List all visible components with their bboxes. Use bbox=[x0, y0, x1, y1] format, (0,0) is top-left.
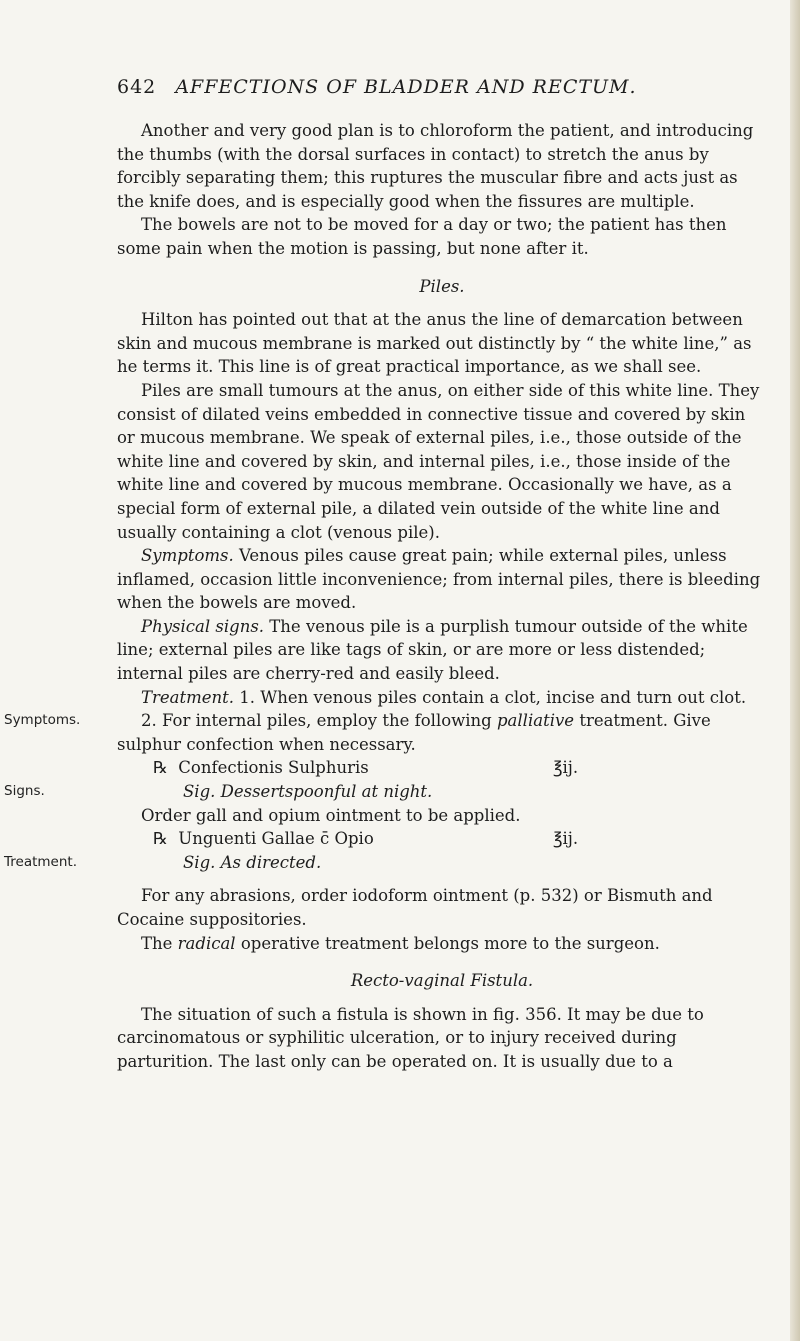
inline-heading: Treatment. bbox=[141, 687, 235, 707]
emphasis: radical bbox=[177, 933, 236, 953]
paragraph-text: 1. When venous piles contain a clot, incise and turn out clot. bbox=[239, 687, 747, 707]
margin-note-treatment: Treatment. bbox=[4, 854, 77, 870]
paragraph-text: The bbox=[141, 933, 173, 953]
paragraph: Piles are small tumours at the anus, on either side of this white line. They consist of dilated veins embedded in connective tissue and covered by skin or mucous membrane. We speak of external piles, i.e., those outside of the white line and covered by skin, and internal piles, i.e., those inside of the white line and covered by mucous membrane. Occasionally we have, as a special form of external pile, a dilated vein outside of the white line and usually containing a clot (venous pile). bbox=[117, 380, 760, 542]
running-title: AFFECTIONS OF BLADDER AND RECTUM. bbox=[175, 76, 637, 98]
section-heading-fistula: Recto-vaginal Fistula. bbox=[350, 971, 534, 991]
margin-note-symptoms: Symptoms. bbox=[4, 712, 81, 728]
paragraph: Hilton has pointed out that at the anus the line of demarcation between skin and mucous membrane is marked out distinctly by “ the white line,” as he terms it. This line is of great practical importance, as we shall see. bbox=[117, 310, 752, 377]
margin-note-signs: Signs. bbox=[4, 783, 45, 799]
paragraph: The bowels are not to be moved for a day or two; the patient has then some pain when the motion is passing, but none after it. bbox=[117, 215, 727, 258]
signa-line: Sig. Dessertspoonful at night. bbox=[183, 782, 433, 802]
paragraph: The situation of such a fistula is shown in fig. 356. It may be due to carcinomatous or syphilitic ulceration, or to injury received during parturition. The last only can be operated on. It is usually due to a bbox=[117, 1004, 704, 1071]
inline-heading: Symptoms. bbox=[141, 546, 234, 566]
signa-line: Sig. As directed. bbox=[183, 852, 322, 872]
paragraph-text: 2. For internal piles, employ the following bbox=[141, 711, 492, 731]
treatment-paragraph bbox=[117, 686, 767, 710]
inline-heading: Physical signs. bbox=[141, 616, 265, 636]
page-body bbox=[117, 119, 767, 1074]
emphasis: palliative bbox=[497, 711, 575, 731]
recipe-symbol: ℞ bbox=[153, 829, 168, 849]
drug-name: Confectionis Sulphuris bbox=[178, 758, 369, 778]
order-line: Order gall and opium ointment to be applied. bbox=[141, 805, 521, 825]
paragraph: For any abrasions, order iodoform ointment (p. 532) or Bismuth and Cocaine suppositories. bbox=[117, 886, 713, 929]
paragraph-text: The venous pile is a purplish tumour outside of the white line; external piles are like tags of skin, or are more or less distended; internal piles are cherry-red and easily bleed. bbox=[117, 616, 748, 684]
signs-paragraph bbox=[117, 615, 767, 686]
dose: ℥ij. bbox=[553, 829, 579, 849]
paragraph bbox=[117, 932, 767, 956]
prescription-2 bbox=[141, 827, 767, 874]
paragraph-text: Venous piles cause great pain; while external piles, unless inflamed, occasion little inconvenience; from internal piles, there is bleeding when the bowels are moved. bbox=[117, 546, 761, 613]
page-number: 642 bbox=[117, 76, 157, 98]
prescription-1 bbox=[141, 756, 767, 803]
drug-name: Unguenti Gallae c̄ Opio bbox=[178, 829, 374, 849]
prescription-line bbox=[141, 827, 767, 851]
paragraph-text: operative treatment belongs more to the surgeon. bbox=[240, 933, 660, 953]
running-header bbox=[117, 76, 767, 98]
paragraph-text: treatment. Give sulphur confection when necessary. bbox=[117, 711, 711, 754]
page-edge bbox=[790, 0, 800, 1341]
symptoms-paragraph bbox=[117, 544, 767, 615]
dose: ℥ij. bbox=[553, 758, 579, 778]
recipe-symbol: ℞ bbox=[153, 758, 168, 778]
treatment-paragraph-2 bbox=[117, 709, 767, 756]
section-heading-piles: Piles. bbox=[419, 276, 465, 296]
prescription-line bbox=[141, 756, 767, 780]
paragraph: Another and very good plan is to chloroform the patient, and introducing the thumbs (with the dorsal surfaces in contact) to stretch the anus by forcibly separating them; this ruptures the muscular fibre and acts just as the knife does, and is especially good when the fissures are multiple. bbox=[117, 121, 754, 211]
